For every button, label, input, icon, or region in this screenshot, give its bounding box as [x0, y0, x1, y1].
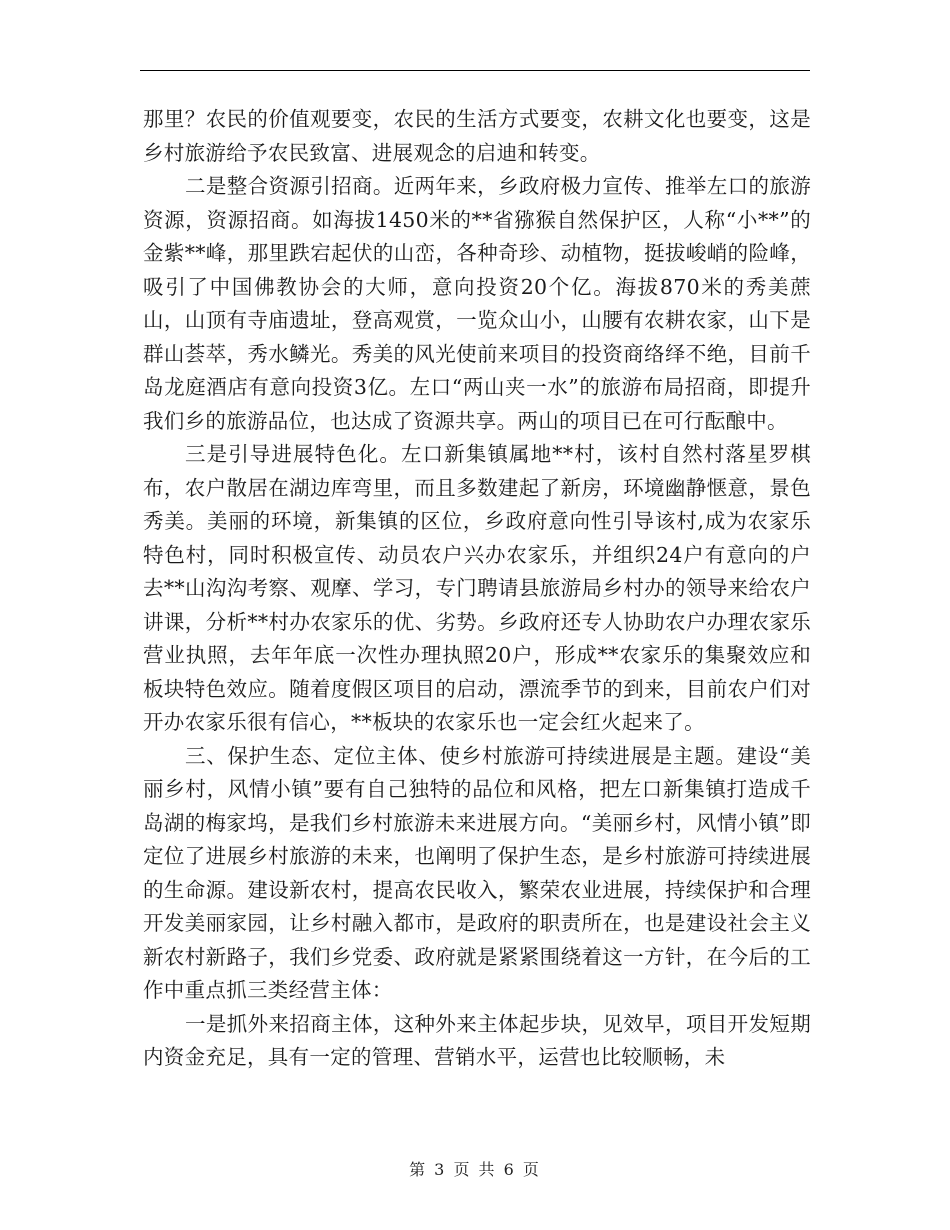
- paragraph: 三是引导进展特色化。左口新集镇属地**村，该村自然村落星罗棋布，农户散居在湖边库弯里，而且多数建起了新房，环境幽静惬意，景色秀美。美丽的环境，新集镇的区位，乡政府意向性引导该村,成为农家乐特色村，同时积极宣传、动员农户兴办农家乐，并组织24户有意向的户去**山沟沟考察、观摩、学习，专门聘请县旅游局乡村办的领导来给农户讲课，分析**村办农家乐的优、劣势。乡政府还专人协助农户办理农家乐营业执照，去年年底一次性办理执照20户，形成**农家乐的集聚效应和板块特色效应。随着度假区项目的启动，漂流季节的到来，目前农户们对开办农家乐很有信心，**板块的农家乐也一定会红火起来了。: [143, 442, 811, 734]
- header-rule: [140, 70, 810, 71]
- document-body: [143, 103, 811, 1075]
- paragraph: 一是抓外来招商主体，这种外来主体起步块，见效早，项目开发短期内资金充足，具有一定的管理、营销水平，运营也比较顺畅，未: [143, 1011, 811, 1069]
- paragraph: 二是整合资源引招商。近两年来，乡政府极力宣传、推举左口的旅游资源，资源招商。如海拔1450米的**省猕猴自然保护区，人称“小**”的金紫**峰，那里跌宕起伏的山峦，各种奇珍、动植物，挺拔峻峭的险峰，吸引了中国佛教协会的大师，意向投资20个亿。海拔870米的秀美蔗山，山顶有寺庙遗址，登高观赏，一览众山小，山腰有农耕农家，山下是群山荟萃，秀水鳞光。秀美的风光使前来项目的投资商络绎不绝，目前千岛龙庭酒店有意向投资3亿。左口“两山夹一水”的旅游布局招商，即提升我们乡的旅游品位，也达成了资源共享。两山的项目已在可行酝酿中。: [143, 174, 811, 433]
- paragraph: 那里？农民的价值观要变，农民的生活方式要变，农耕文化也要变，这是乡村旅游给予农民致富、进展观念的启迪和转变。: [143, 107, 811, 165]
- paragraph: 三、保护生态、定位主体、使乡村旅游可持续进展是主题。建设“美丽乡村，风情小镇”要有自己独特的品位和风格，把左口新集镇打造成千岛湖的梅家坞，是我们乡村旅游未来进展方向。“美丽乡村，风情小镇”即定位了进展乡村旅游的未来，也阐明了保护生态，是乡村旅游可持续进展的生命源。建设新农村，提高农民收入，繁荣农业进展，持续保护和合理开发美丽家园，让乡村融入都市，是政府的职责所在，也是建设社会主义新农村新路子，我们乡党委、政府就是紧紧围绕着这一方针，在今后的工作中重点抓三类经营主体：: [143, 743, 811, 1002]
- page-number: 第 3 页 共 6 页: [409, 1160, 541, 1179]
